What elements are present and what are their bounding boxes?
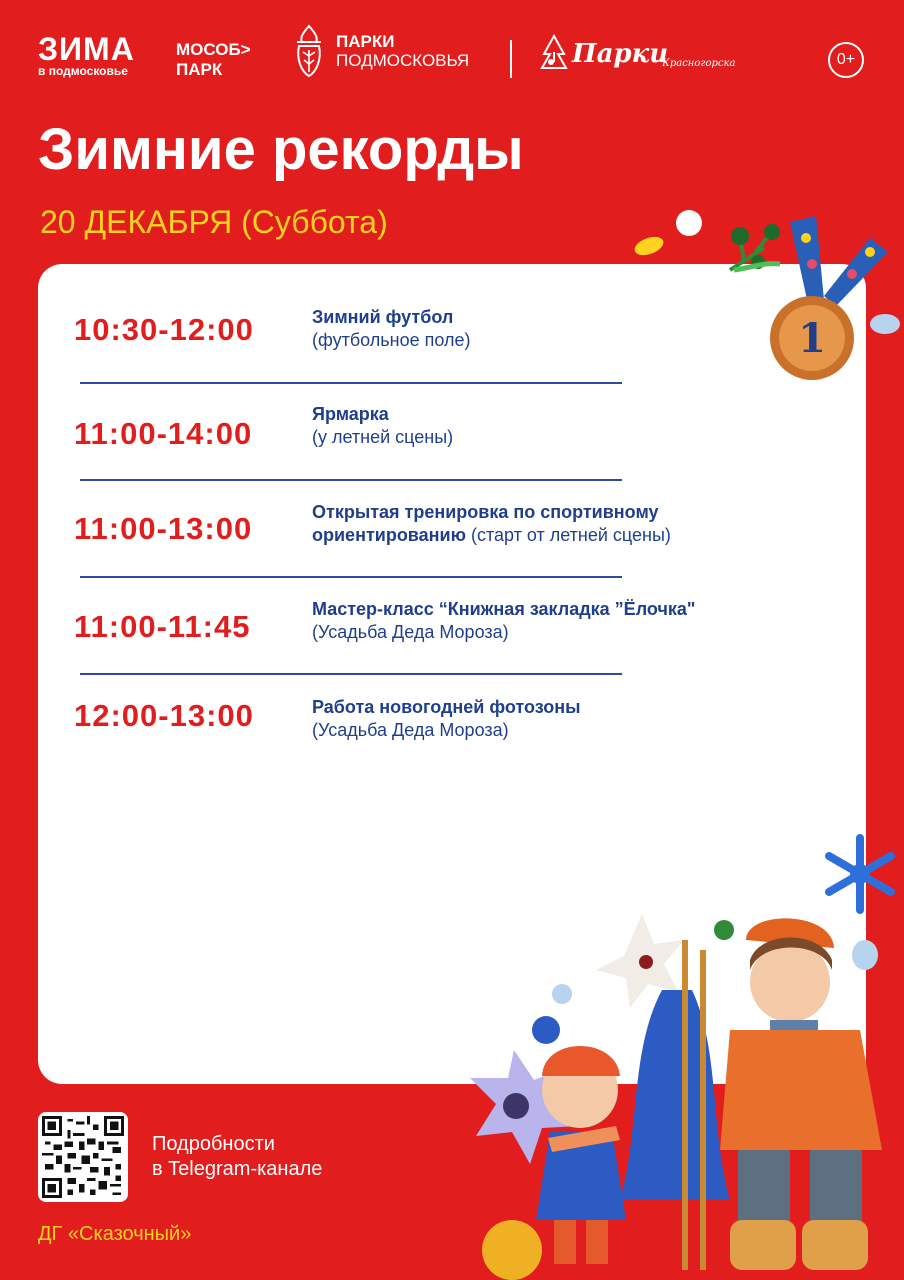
schedule-divider [80, 479, 622, 481]
parki-logo-title: ПАРКИ [336, 32, 395, 51]
children-illustration [430, 900, 904, 1280]
confetti-dot [632, 233, 666, 258]
telegram-info-line2: в Telegram-канале [152, 1158, 323, 1180]
schedule-title: Зимний футбол [312, 307, 454, 327]
age-rating-badge: 0+ [828, 42, 864, 78]
qr-code[interactable] [38, 1112, 128, 1202]
schedule-place: (старт от летней сцены) [465, 525, 671, 545]
telegram-info[interactable] [152, 1132, 322, 1182]
schedule-time: 11:00-14:00 [74, 416, 253, 451]
schedule-divider [80, 673, 622, 675]
kras-logo-title: Парки [572, 39, 669, 69]
schedule-title-continued: ориентированию [312, 525, 466, 545]
schedule-description [312, 501, 671, 547]
schedule-divider [80, 576, 622, 578]
confetti-dot [676, 210, 702, 236]
page-title: Зимние рекорды [38, 117, 524, 182]
zima-logo[interactable] [38, 31, 135, 78]
schedule-description [312, 696, 581, 742]
medal-number: 1 [798, 315, 826, 362]
acorn-leaf-icon [292, 24, 326, 78]
header [0, 0, 904, 110]
schedule-title: Ярмарка [312, 404, 389, 424]
event-date: 20 ДЕКАБРЯ (Суббота) [40, 204, 388, 240]
parki-podmoskovya-logo[interactable] [292, 24, 469, 78]
schedule-place: (футбольное поле) [312, 330, 471, 350]
kras-logo-subtitle: Красногорска [662, 57, 736, 69]
venue-name: ДГ «Сказочный» [38, 1223, 192, 1245]
schedule-description [312, 598, 695, 644]
parki-logo-subtitle: ПОДМОСКОВЬЯ [336, 51, 470, 70]
logo-divider [510, 40, 512, 78]
schedule-description [312, 403, 453, 449]
parki-krasnogorska-logo[interactable] [540, 34, 735, 74]
schedule-title: Работа новогодней фотозоны [312, 697, 581, 717]
schedule-title: Мастер-класс “Книжная закладка ”Ёлочка" [312, 599, 696, 619]
schedule-time: 11:00-13:00 [74, 511, 253, 546]
zima-logo-subtitle: в подмосковье [38, 64, 128, 78]
schedule-place: (Усадьба Деда Мороза) [312, 720, 509, 740]
schedule-title: Открытая тренировка по спортивному [312, 502, 659, 522]
schedule-description [312, 306, 470, 352]
qr-code-image [42, 1116, 124, 1198]
mosoblpark-logo[interactable] [176, 40, 251, 80]
schedule-place: (у летней сцены) [312, 427, 454, 447]
schedule-place: (Усадьба Деда Мороза) [312, 622, 509, 642]
zima-logo-title: ЗИМА [38, 31, 135, 67]
schedule-divider [80, 382, 622, 384]
medal-illustration [720, 208, 904, 388]
schedule-time: 12:00-13:00 [74, 698, 254, 733]
schedule-time: 10:30-12:00 [74, 312, 254, 347]
mosoblpark-logo-line1: МОСОБ> [176, 40, 251, 59]
mosoblpark-logo-line2: ПАРК [176, 60, 223, 79]
telegram-info-line1: Подробности [152, 1133, 275, 1155]
schedule-time: 11:00-11:45 [74, 609, 251, 644]
tree-music-icon [540, 34, 568, 74]
